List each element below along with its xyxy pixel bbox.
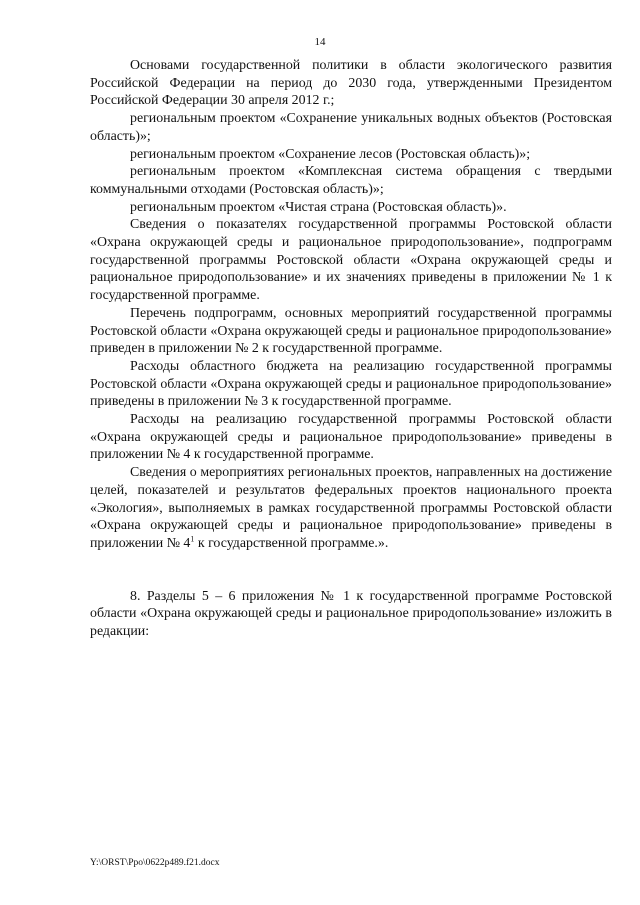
superscript-mark: 1 <box>190 534 195 544</box>
paragraph-text-part: Сведения о мероприятиях региональных проектов, направленных на достижение целей, показателей и результатов федеральных проектов национального проекта «Экология», выполняемых в рамках государственной программы Ростовской области «Охрана окружающей среды и рациональное природопользование» приведены в приложении № 4 <box>90 465 612 551</box>
paragraph-project-water: региональным проектом «Сохранение уникальных водных объектов (Ростовская область)»; <box>90 111 612 144</box>
footer-file-path: Y:\ORST\Ppo\0622p489.f21.docx <box>90 858 220 868</box>
paragraph-project-waste: региональным проектом «Комплексная система обращения с твердыми коммунальными отходами (Ростовская область)»; <box>90 164 612 197</box>
document-body <box>90 57 612 641</box>
paragraph-regional-projects-info <box>90 464 612 553</box>
paragraph-text-part: к государственной программе.». <box>194 535 389 551</box>
paragraph-gap <box>90 570 612 588</box>
paragraph-program-expenses: Расходы на реализацию государственной программы Ростовской области «Охрана окружающей среды и рациональное природопользование» приведены в приложении № 4 к государственной программе. <box>90 412 612 463</box>
paragraph-gap <box>90 553 612 571</box>
paragraph-subprograms-list: Перечень подпрограмм, основных мероприятий государственной программы Ростовской области «Охрана окружающей среды и рациональное природопользование» приведен в приложении № 2 к государственной программе. <box>90 305 612 357</box>
item-8-paragraph: 8. Разделы 5 – 6 приложения № 1 к государственной программе Ростовской области «Охрана окружающей среды и рациональное природопользование» изложить в редакции: <box>90 588 612 640</box>
paragraph-project-clean-country: региональным проектом «Чистая страна (Ростовская область)». <box>130 199 507 215</box>
paragraph-policy-basis: Основами государственной политики в области экологического развития Российской Федерации на период до 2030 года, утвержденными Президентом Российской Федерации 30 апреля 2012 г.; <box>90 58 612 109</box>
paragraph-indicators: Сведения о показателях государственной программы Ростовской области «Охрана окружающей среды и рациональное природопользование», подпрограмм государственной программы Ростовской области «Охрана окружающей среды и рациональное природопользование» и их значениях приведены в приложении № 1 к государственной программе. <box>90 217 612 304</box>
paragraph-regional-budget: Расходы областного бюджета на реализацию государственной программы Ростовской области «Охрана окружающей среды и рациональное природопользование» приведены в приложении № 3 к государственной программе. <box>90 358 612 410</box>
page-number: 14 <box>314 36 326 48</box>
paragraph-project-forests: региональным проектом «Сохранение лесов (Ростовская область)»; <box>130 146 531 162</box>
